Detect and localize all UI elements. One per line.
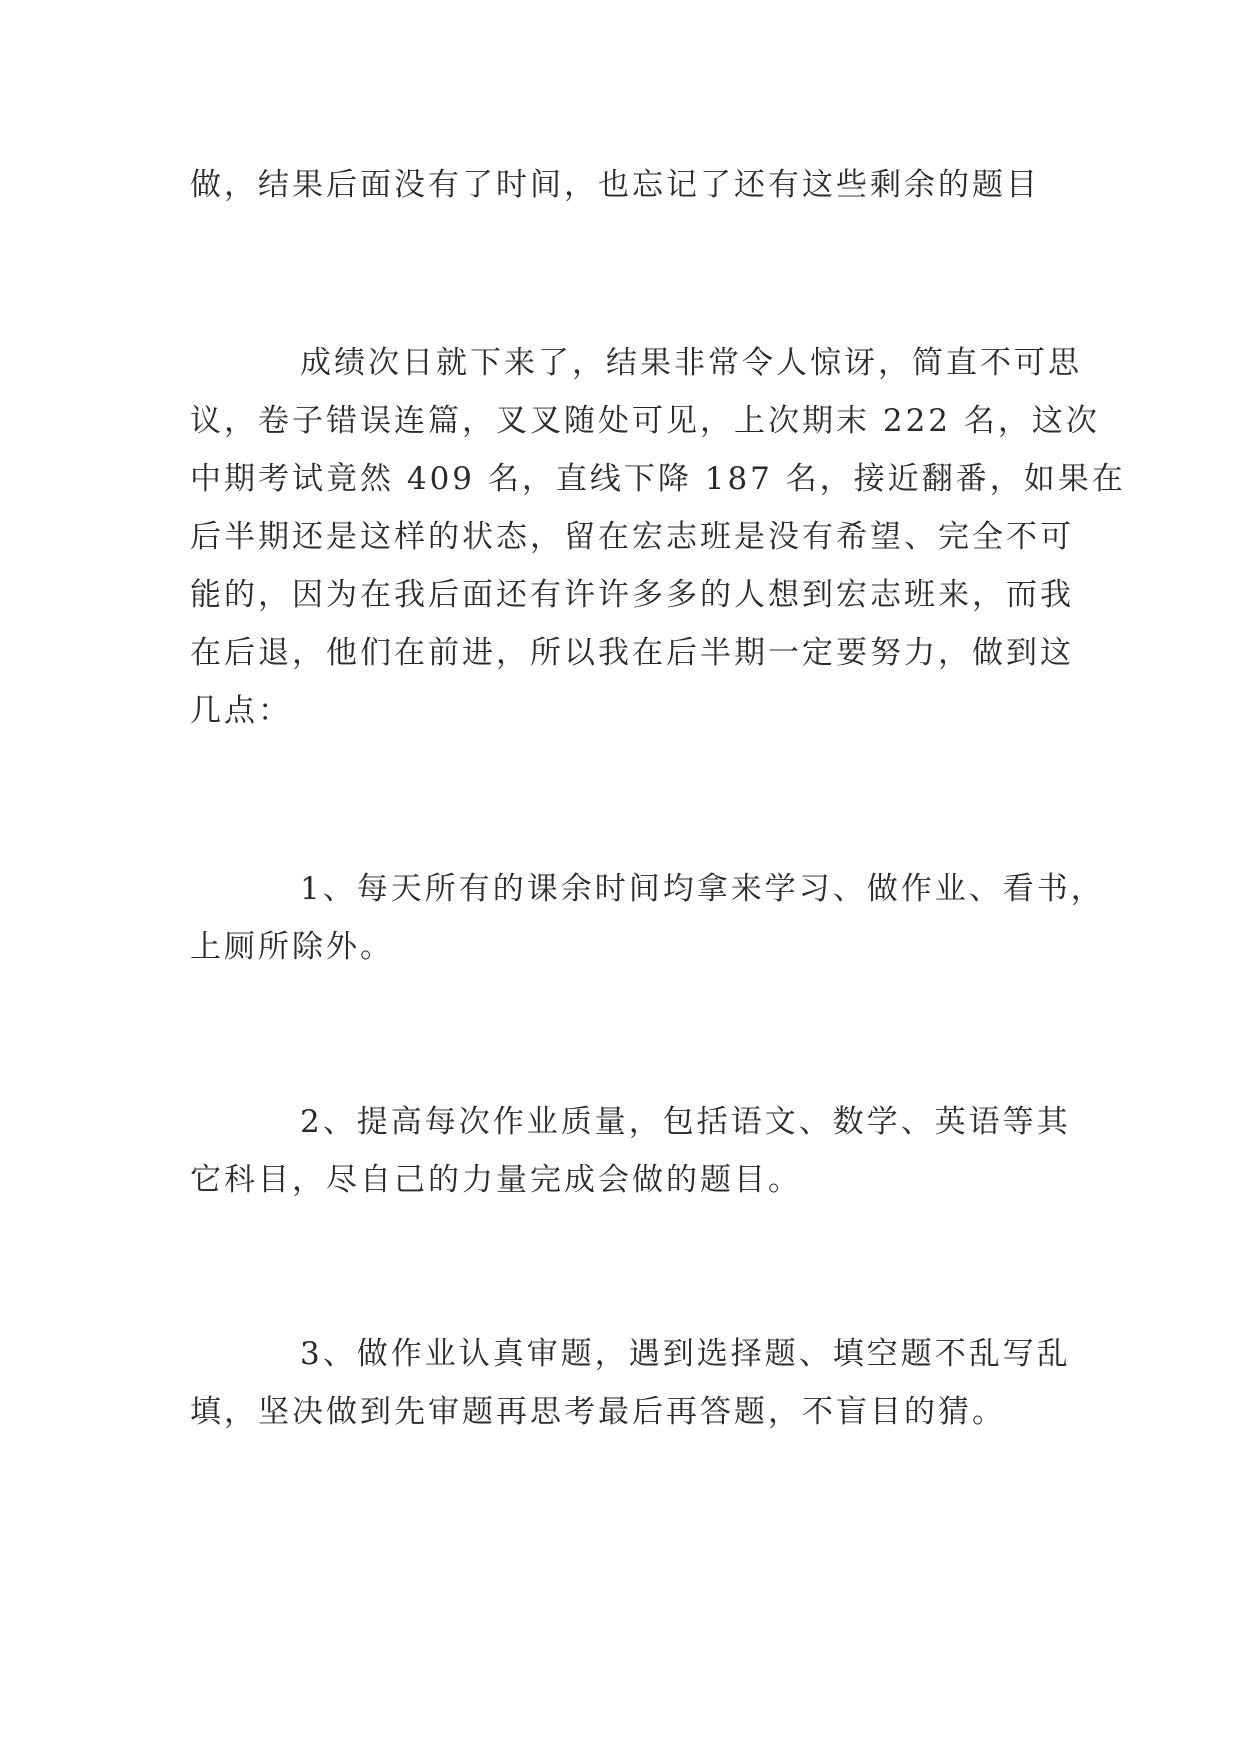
text-line: 能的，因为在我后面还有许许多多的人想到宏志班来，而我 [190, 577, 1074, 613]
text-line: 3、做作业认真审题，遇到选择题、填空题不乱写乱 [300, 1336, 1071, 1372]
text-line: 中期考试竟然 409 名，直线下降 187 名，接近翻番，如果在 [190, 461, 1126, 497]
text-line: 2、提高每次作业质量，包括语文、数学、英语等其 [300, 1104, 1071, 1140]
text-line: 上厕所除外。 [190, 929, 394, 965]
text-line: 做，结果后面没有了时间，也忘记了还有这些剩余的题目 [190, 167, 1040, 203]
text-line: 填，坚决做到先审题再思考最后再答题，不盲目的猜。 [190, 1394, 1006, 1430]
paragraph-exam-results [190, 334, 1126, 740]
text-line: 在后退，他们在前进，所以我在后半期一定要努力，做到这 [190, 635, 1074, 671]
text-line: 议，卷子错误连篇，叉叉随处可见，上次期末 222 名，这次 [190, 403, 1100, 439]
text-line: 几点： [190, 693, 292, 729]
list-item-2 [190, 1093, 1071, 1209]
text-line: 它科目，尽自己的力量完成会做的题目。 [190, 1162, 802, 1198]
list-item-1 [190, 860, 1105, 976]
text-line: 后半期还是这样的状态，留在宏志班是没有希望、完全不可 [190, 519, 1074, 555]
paragraph-continuation [190, 156, 1055, 214]
text-line: 成绩次日就下来了，结果非常令人惊讶，简直不可思 [300, 345, 1082, 381]
list-item-3 [190, 1325, 1071, 1441]
text-line: 1、每天所有的课余时间均拿来学习、做作业、看书， [300, 871, 1105, 907]
